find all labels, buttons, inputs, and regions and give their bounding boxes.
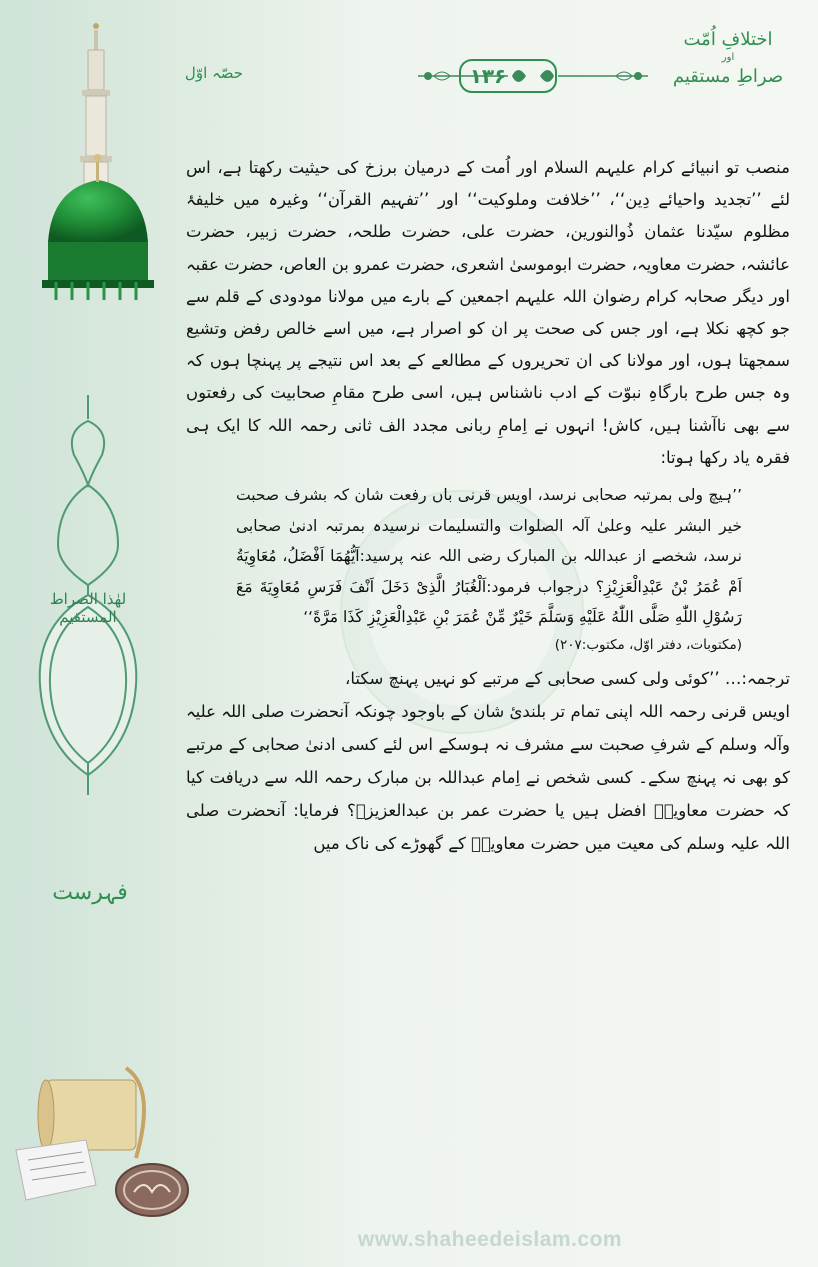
sidebar-logo-text: لھٰذا الصراط المستقیم (49, 590, 127, 626)
header-ornament-icon (408, 56, 658, 96)
translation-intro: ترجمہ:… ’’کوئی ولی کسی صحابی کے مرتبے کو نہیں پہنچ سکتا، (345, 669, 790, 688)
persian-quote (236, 480, 742, 633)
index-link[interactable]: فہرست (52, 880, 128, 905)
quote-text-2: ؟ درجواب فرمود: (486, 577, 604, 596)
citation: (مکتوبات، دفتر اوّل، مکتوب:۲۰۷) (554, 637, 742, 653)
paragraph-1: منصب تو انبیائے کرام علیہم السلام اور اُمت کے درمیان برزخ کی حیثیت رکھتا ہے، اس لئے ’’تجدید واحیائے دِین‘‘، ’’خلافت وملوکیت‘‘ اور ’’تفہیم القرآن‘‘ وغیرہ میں خلیفۂ مظلوم سیّدنا عثمان ذُوالنورین، حضرت علی، حضرت طلحہ، حضرت زبیر، حضرت عائشہ، حضرت معاویہ، حضرت ابوموسیٰ اشعری، حضرت عمرو بن العاص، حضرت عقبہ اور دیگر صحابہ کرام رضوان اللہ علیہم اجمعین کے بارے میں مولانا مودودی کے قلم سے جو کچھ نکلا ہے، اور جس کی صحت پر ان کو اصرار ہے، میں اسے خالص رفض وتشیع سمجھتا ہوں، اور مولانا کی ان تحریروں کے مطالعے کے بعد اس نتیجے پر پہنچا ہوں کہ وہ جس طرح بارگاہِ نبوّت کے ادب ناشناس ہیں، اسی طرح مقامِ صحابیت کی رفعتوں سے بھی ناآشنا ہیں، کاش! انہوں نے اِمامِ ربانی مجدد الف ثانی رحمہ اللہ کا ایک ہی فقرہ یاد رکھا ہوتا: (186, 158, 790, 467)
quote-text-1: ’’ہیچ ولی بمرتبہ صحابی نرسد، اویس قرنی باں رفعت شان کہ بشرف صحبت خیر البشر علیہ وعلیٰ آلہ الصلوات والتسلیمات نرسیدہ بمرتبہ ادنیٰ صحابی نرسد، شخصے از عبداللہ بن المبارک رضی اللہ عنہ پرسید: (236, 486, 742, 566)
quote-arabic-2: اَلْغُبَارُ الَّذِیْ دَخَلَ اَنْفَ فَرَسِ مُعَاوِیَةَ مَعَ رَسُوْلِ اللّٰهِ صَلَّی اللّٰهُ عَلَیْهِ وَسَلَّمَ خَیْرٌ مِّنْ عُمَرَ بْنِ عَبْدِالْعَزِیْزِ کَذَا مَرَّةً (236, 577, 742, 627)
article-body (186, 152, 790, 860)
quote-close-mark: ‘‘ (303, 608, 314, 627)
page-number: ۱۳۶ (469, 64, 507, 88)
calligraphy-seal-icon (112, 1160, 192, 1220)
book-title-line3: صراطِ مستقیم (672, 66, 784, 87)
mosque-dome-icon (12, 10, 172, 300)
book-title (668, 28, 788, 90)
book-title-line2: اور (721, 52, 735, 63)
paragraph-3: اویس قرنی رحمہ اللہ اپنی تمام تر بلندیٔ شان کے باوجود چونکہ آنحضرت صلی اللہ علیہ وآلہ وسلم کے شرفِ صحبت سے مشرف نہ ہوسکے اس لئے کسی ادنیٰ صحابی کے مرتبے کو بھی نہ پہنچ سکے۔ کسی شخص نے اِمام عبداللہ بن مبارک رحمہ اللہ سے دریافت کیا کہ حضرت معاویہؓ افضل ہیں یا حضرت عمر بن عبدالعزیزؒ؟ فرمایا: آنحضرت صلی اللہ علیہ وسلم کی معیت میں حضرت معاویہؓ کے گھوڑے کی ناک میں (186, 702, 790, 854)
book-title-line1: اختلافِ اُمّت (683, 29, 773, 50)
website-link[interactable]: www.shaheedeislam.com (357, 1228, 623, 1251)
quote-arabic-1: اَیُّهُمَا اَفْضَلُ، مُعَاوِیَةُ اَمْ عُمَرُ بْنُ عَبْدِالْعَزِیْزِ (236, 547, 743, 596)
section-label: حصّہ اوّل (184, 64, 244, 82)
